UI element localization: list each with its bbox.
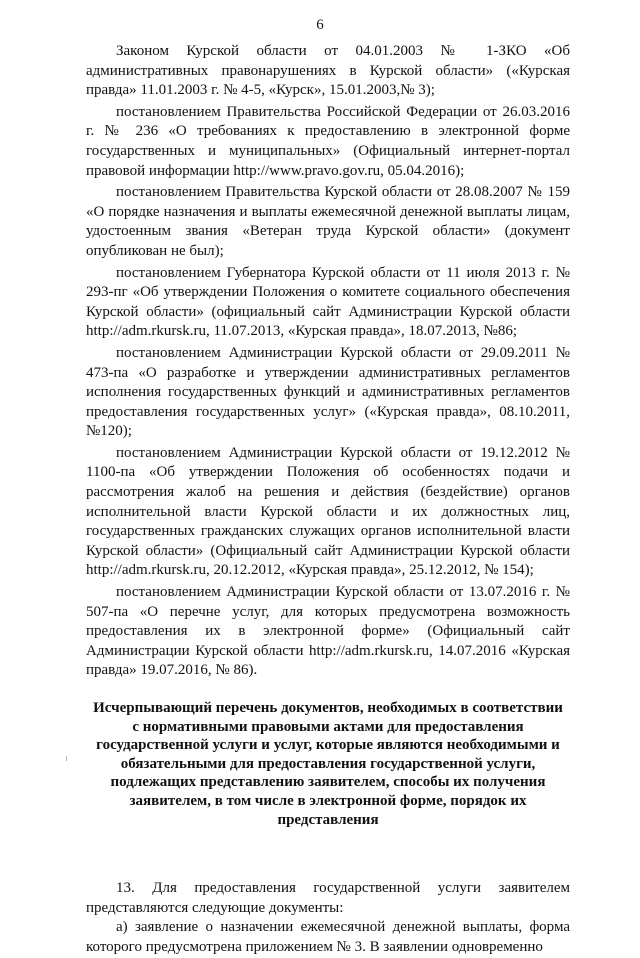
paragraph-resolution-admin-1100: постановлением Администрации Курской области от 19.12.2012 № 1100-па «Об утверждении Положения об особенностях подачи и рассмотрения жалоб на решения и действия (бездействие) органов исполнительной власти Курской области и их должностных лиц, государственных гражданских служащих органов исполнительной власти Курской области» (Официальный сайт Администрации Курской области http://adm.rkursk.ru, 20.12.2012, «Курская правда», 25.12.2012, № 154); xyxy=(86,444,570,579)
paragraph-resolution-rf: постановлением Правительства Российской Федерации от 26.03.2016 г. № 236 «О требованиях к предоставлению в электронной форме государственных и муниципальных» (Официальный интернет-портал правовой информации http://www.pravo.gov.ru, 05.04.2016); xyxy=(86,103,570,179)
margin-mark xyxy=(66,756,67,761)
page-number: 6 xyxy=(316,17,324,33)
paragraph-resolution-kursk-159: постановлением Правительства Курской области от 28.08.2007 № 159 «О порядке назначения и выплаты ежемесячной денежной выплаты лицам, удостоенным звания «Ветеран труда Курской области» (документ опубликован не был); xyxy=(86,184,570,259)
section-13-intro: 13. Для предоставления государственной услуги заявителем представляются следующие документы: xyxy=(86,880,570,916)
paragraph-resolution-admin-473: постановлением Администрации Курской области от 29.09.2011 № 473-па «О разработке и утверждении административных регламентов исполнения государственных функций и административных регламентов предоставления государственных услуг» («Курская правда», 08.10.2011, №120); xyxy=(86,344,570,440)
paragraph-resolution-governor-293: постановлением Губернатора Курской области от 11 июля 2013 г. № 293-пг «Об утверждении Положения о комитете социального обеспечения Курской области» (официальный сайт Администрации Курской области http://adm.rkursk.ru, 11.07.2013, «Курская правда», 18.07.2013, №86; xyxy=(86,264,570,340)
document-body xyxy=(86,42,570,958)
paragraph-resolution-admin-507: постановлением Администрации Курской области от 13.07.2016 г. № 507-па «О перечне услуг, для которых предусмотрена возможность предоставления их в электронной форме» (Официальный сайт Администрации Курской области http://adm.rkursk.ru, 14.07.2016 «Курская правда» 19.07.2016, № 86). xyxy=(86,584,570,679)
section-heading: Исчерпывающий перечень документов, необходимых в соответствии с нормативными правовыми актами для предоставления государственной услуги и услуг, которые являются необходимыми и обязательными для предоставления государственной услуги, подлежащих представлению заявителем, способы их получения заявителем, в том числе в электронной форме, порядок их представления xyxy=(93,700,563,828)
section-13-item-a: а) заявление о назначении ежемесячной денежной выплаты, форма которого предусмотрена приложением № 3. В заявлении одновременно xyxy=(86,919,570,955)
section-13 xyxy=(86,879,570,957)
paragraph-law-1: Законом Курской области от 04.01.2003 № 1-ЗКО «Об административных правонарушениях в Курской области» («Курская правда» 11.01.2003 г. № 4-5, «Курск», 15.01.2003,№ 3); xyxy=(86,43,570,99)
